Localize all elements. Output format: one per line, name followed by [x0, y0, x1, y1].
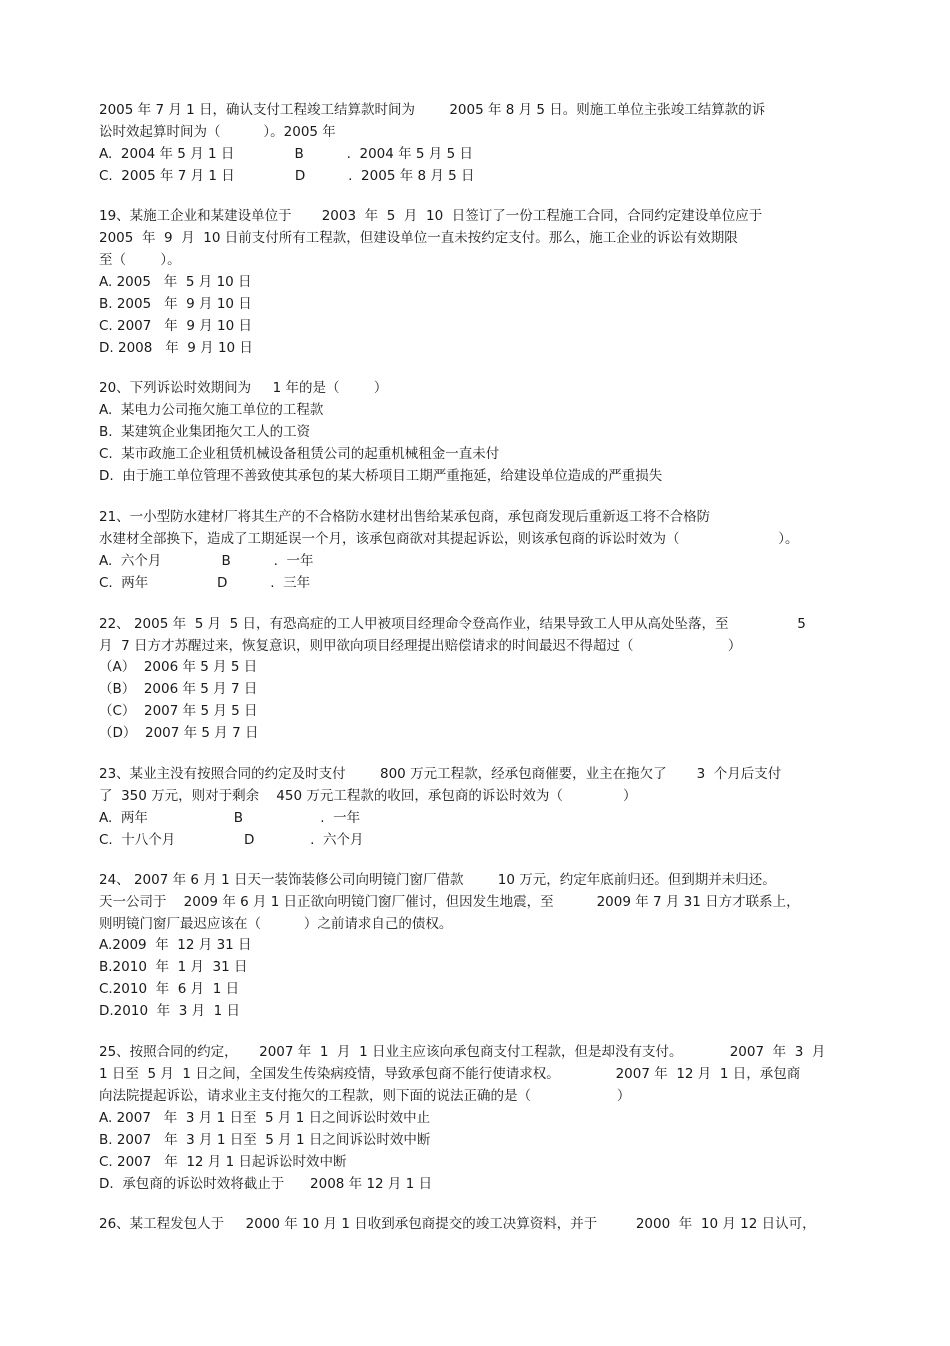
- q18-stem-line-1: 2005 年 7 月 1 日，确认支付工程竣工结算款时间为 2005 年 8 月 5 日。则施工单位主张竣工结算款的诉: [99, 102, 766, 118]
- q18-stem-line-2: 讼时效起算时间为（ ）。2005 年: [99, 124, 336, 140]
- q19-option-c: C. 2007 年 9 月 10 日: [99, 318, 252, 334]
- q20-option-d: D. 由于施工单位管理不善致使其承包的某大桥项目工期严重拖延，给建设单位造成的严重损失: [99, 468, 663, 484]
- q24-option-d: D.2010 年 3 月 1 日: [99, 1003, 241, 1019]
- q21-options-cd: C. 两年 D . 三年: [99, 575, 311, 591]
- q22-stem-line-1: 22、 2005 年 5 月 5 日，有恐高症的工人甲被项目经理命令登高作业，结果导致工人甲从高处坠落，至 5: [99, 616, 806, 632]
- q20-option-b: B. 某建筑企业集团拖欠工人的工资: [99, 424, 311, 440]
- q25-option-d: D. 承包商的诉讼时效将截止于 2008 年 12 月 1 日: [99, 1176, 433, 1192]
- q18-options-ab: A. 2004 年 5 月 1 日 B . 2004 年 5 月 5 日: [99, 146, 473, 162]
- q23-options-ab: A. 两年 B . 一年: [99, 810, 361, 826]
- q19-option-a: A. 2005 年 5 月 10 日: [99, 274, 252, 290]
- q22-option-b: （B） 2006 年 5 月 7 日: [99, 681, 258, 697]
- q21-stem-line-2: 水建材全部换下，造成了工期延误一个月，该承包商欲对其提起诉讼，则该承包商的诉讼时效为（ ）。: [99, 531, 799, 547]
- q25-option-b: B. 2007 年 3 月 1 日至 5 月 1 日之间诉讼时效中断: [99, 1132, 431, 1148]
- q25-stem-line-1: 25、按照合同的约定， 2007 年 1 月 1 日业主应该向承包商支付工程款，但是却没有支付。 2007 年 3 月: [99, 1044, 826, 1060]
- q19-option-d: D. 2008 年 9 月 10 日: [99, 340, 253, 356]
- q19-stem-line-3: 至（ ）。: [99, 252, 181, 268]
- q22-option-a: （A） 2006 年 5 月 5 日: [99, 659, 258, 675]
- q22-option-c: （C） 2007 年 5 月 5 日: [99, 703, 258, 719]
- q24-stem-line-2: 天一公司于 2009 年 6 月 1 日正欲向明镜门窗厂催讨，但因发生地震，至 2009 年 7 月 31 日方才联系上，: [99, 894, 800, 910]
- q24-stem-line-1: 24、 2007 年 6 月 1 日天一装饰装修公司向明镜门窗厂借款 10 万元，约定年底前归还。但到期并未归还。: [99, 872, 776, 888]
- q24-option-b: B.2010 年 1 月 31 日: [99, 959, 248, 975]
- q20-stem: 20、下列诉讼时效期间为 1 年的是（ ）: [99, 380, 388, 396]
- q20-option-a: A. 某电力公司拖欠施工单位的工程款: [99, 402, 324, 418]
- q19-stem-line-2: 2005 年 9 月 10 日前支付所有工程款，但建设单位一直未按约定支付。那么，施工企业的诉讼有效期限: [99, 230, 738, 246]
- q22-option-d: （D） 2007 年 5 月 7 日: [99, 725, 259, 741]
- q19-option-b: B. 2005 年 9 月 10 日: [99, 296, 252, 312]
- q20-option-c: C. 某市政施工企业租赁机械设备租赁公司的起重机械租金一直未付: [99, 446, 500, 462]
- q21-options-ab: A. 六个月 B . 一年: [99, 553, 314, 569]
- q19-stem-line-1: 19、某施工企业和某建设单位于 2003 年 5 月 10 日签订了一份工程施工合同，合同约定建设单位应于: [99, 208, 763, 224]
- q22-stem-line-2: 月 7 日方才苏醒过来，恢复意识，则甲欲向项目经理提出赔偿请求的时间最迟不得超过（ ）: [99, 638, 742, 654]
- q25-option-a: A. 2007 年 3 月 1 日至 5 月 1 日之间诉讼时效中止: [99, 1110, 431, 1126]
- q23-stem-line-2: 了 350 万元，则对于剩余 450 万元工程款的收回，承包商的诉讼时效为（ ）: [99, 788, 637, 804]
- q25-stem-line-2: 1 日至 5 月 1 日之间，全国发生传染病疫情，导致承包商不能行使请求权。 2007 年 12 月 1 日，承包商: [99, 1066, 801, 1082]
- q23-options-cd: C. 十八个月 D . 六个月: [99, 832, 364, 848]
- q25-stem-line-3: 向法院提起诉讼，请求业主支付拖欠的工程款，则下面的说法正确的是（ ）: [99, 1088, 631, 1104]
- q21-stem-line-1: 21、一小型防水建材厂将其生产的不合格防水建材出售给某承包商，承包商发现后重新返工将不合格防: [99, 509, 711, 525]
- q24-option-c: C.2010 年 6 月 1 日: [99, 981, 240, 997]
- q24-option-a: A.2009 年 12 月 31 日: [99, 937, 252, 953]
- q26-stem-line-1: 26、某工程发包人于 2000 年 10 月 1 日收到承包商提交的竣工决算资料，并于 2000 年 10 月 12 日认可，: [99, 1216, 816, 1232]
- q24-stem-line-3: 则明镜门窗厂最迟应该在（ ）之前请求自己的债权。: [99, 916, 453, 932]
- q23-stem-line-1: 23、某业主没有按照合同的约定及时支付 800 万元工程款，经承包商催要，业主在拖欠了 3 个月后支付: [99, 766, 782, 782]
- q25-option-c: C. 2007 年 12 月 1 日起诉讼时效中断: [99, 1154, 347, 1170]
- q18-options-cd: C. 2005 年 7 月 1 日 D . 2005 年 8 月 5 日: [99, 168, 475, 184]
